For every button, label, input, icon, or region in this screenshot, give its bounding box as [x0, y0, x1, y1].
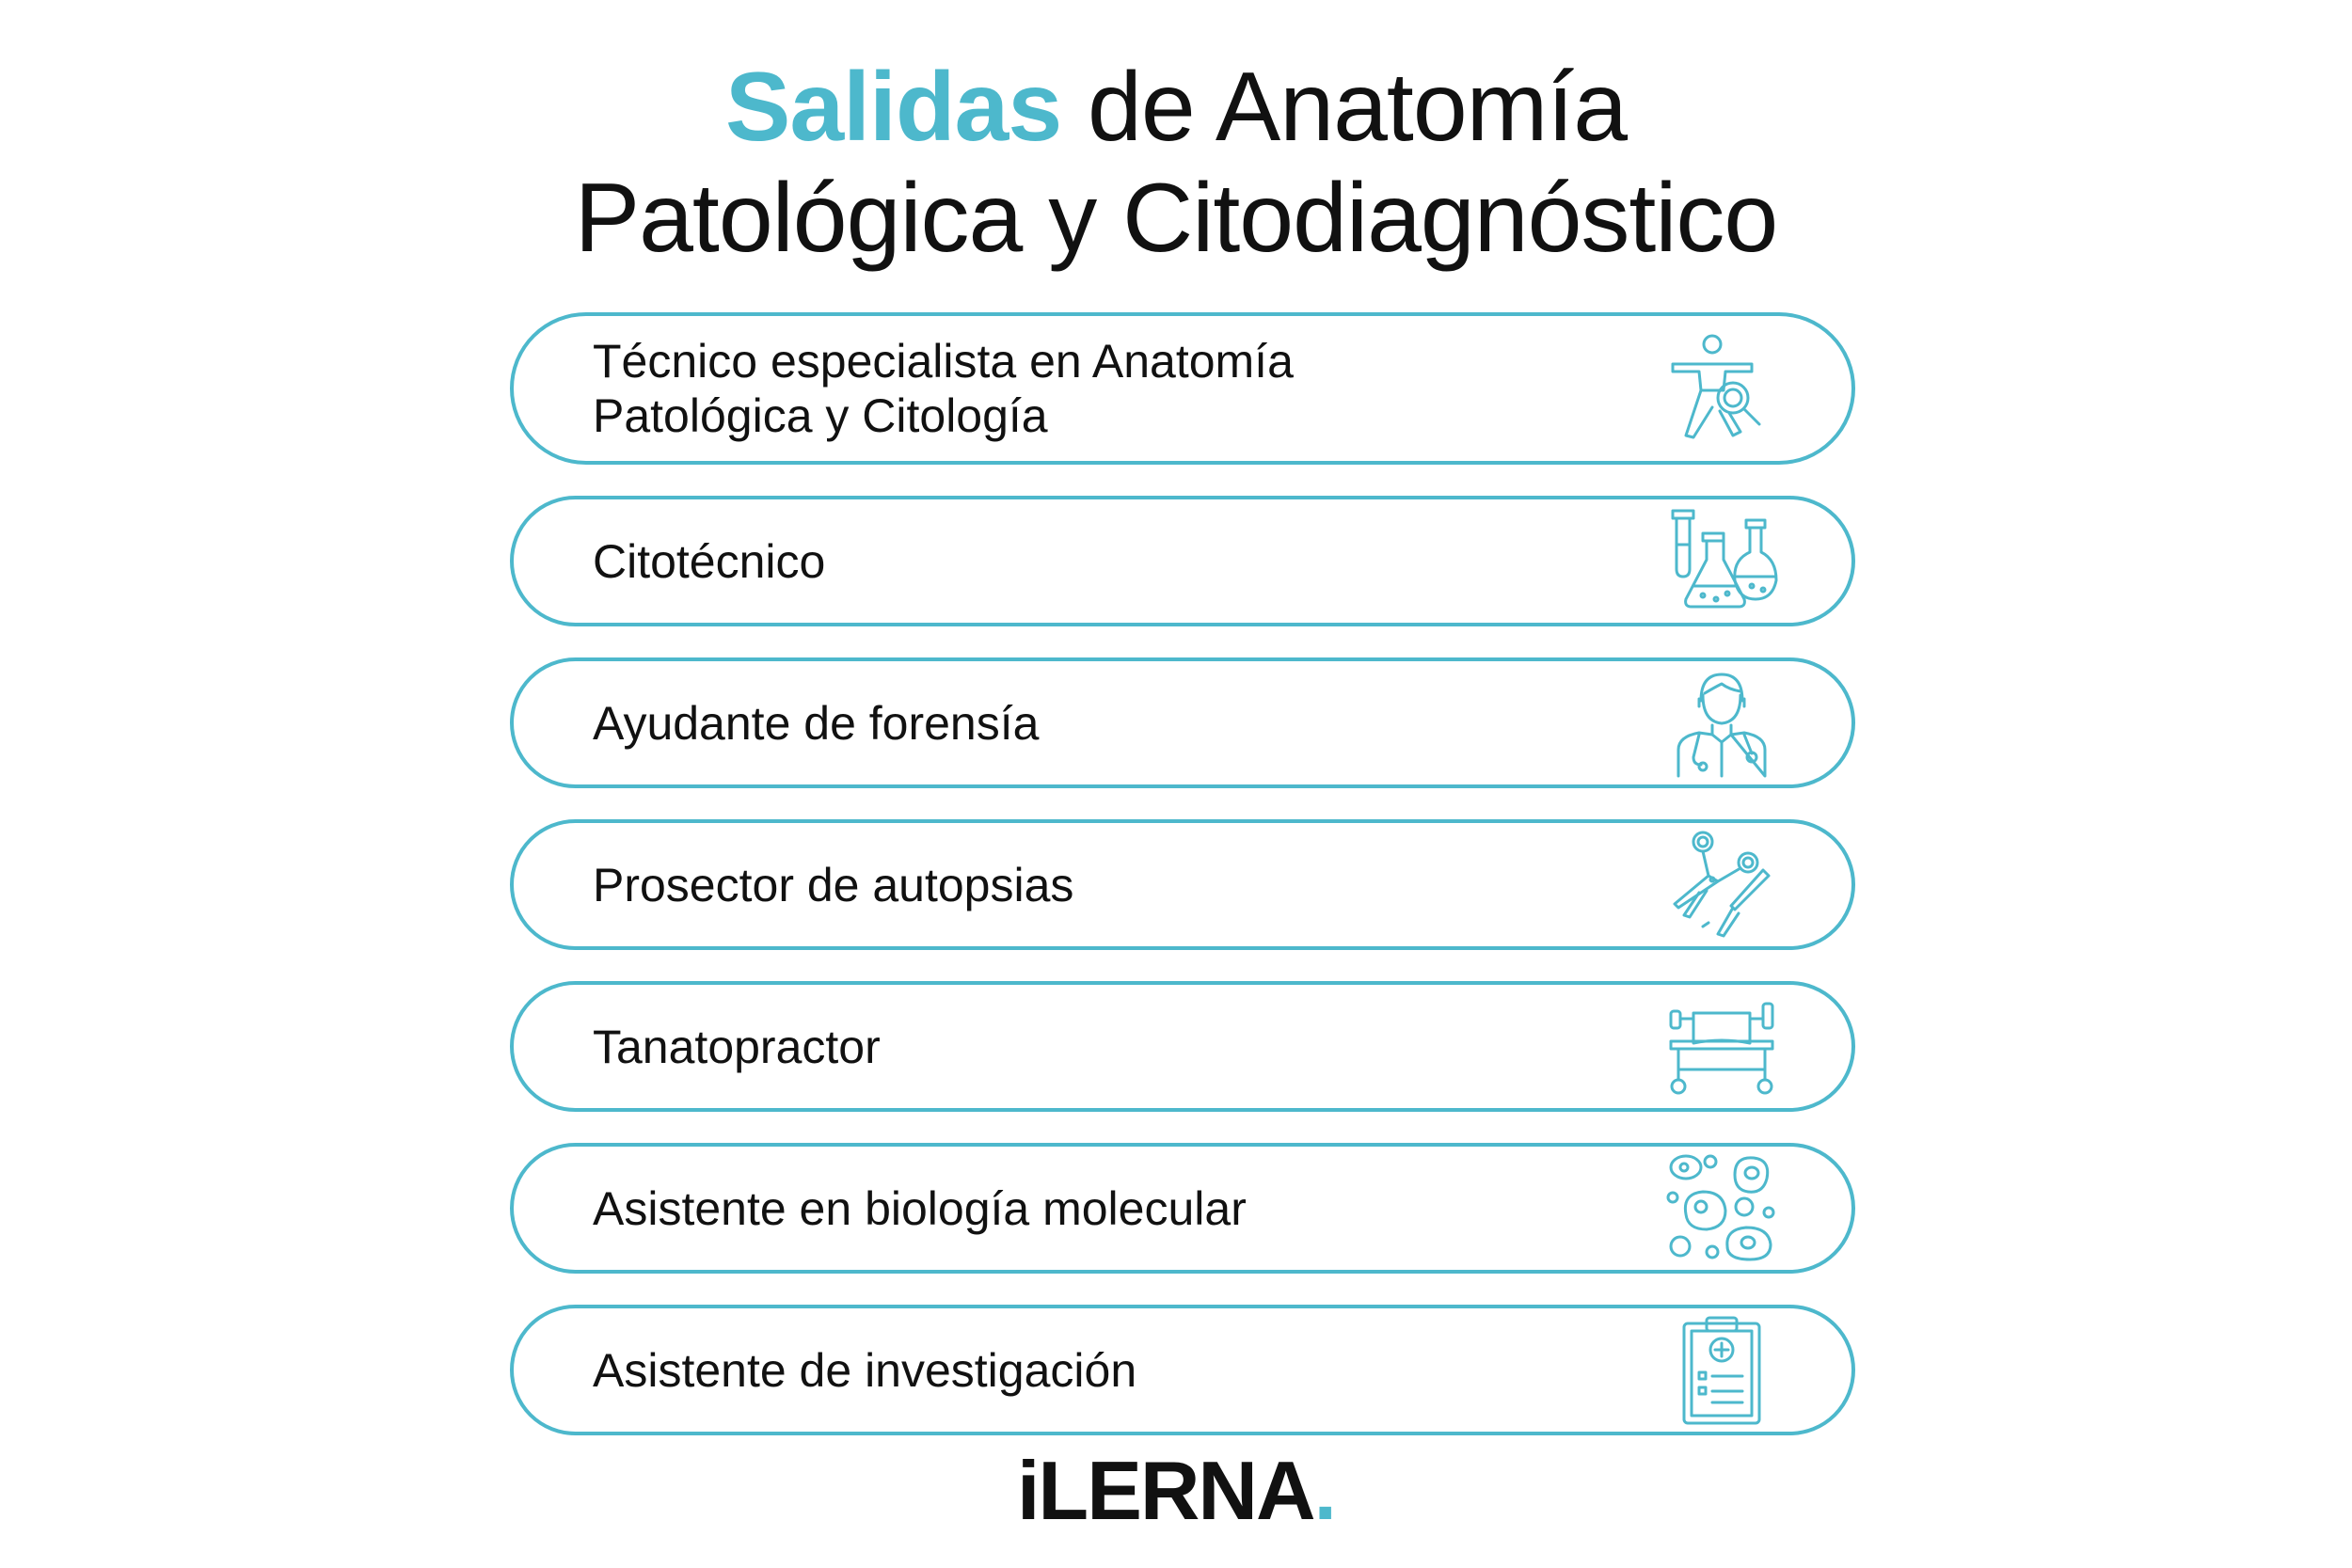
doctor-stethoscope-icon [1665, 667, 1778, 780]
medical-clipboard-icon [1665, 1314, 1778, 1427]
test-tubes-flasks-icon [1665, 505, 1778, 618]
item-label: Técnico especialista en Anatomía Patológica y Citología [593, 335, 1294, 442]
list-item [510, 819, 1855, 950]
logo-text: iLERNA [1016, 1444, 1314, 1537]
item-label: Asistente en biología molecular [593, 1181, 1247, 1235]
item-label: Tanatopractor [593, 1020, 881, 1073]
item-label: Ayudante de forensía [593, 696, 1040, 750]
item-label: Citotécnico [593, 534, 826, 588]
list-item [510, 1305, 1855, 1435]
page-title [0, 52, 2352, 274]
list-item [510, 657, 1855, 788]
brand-logo [0, 1444, 2352, 1538]
title-accent: Salidas [724, 53, 1062, 162]
scissors-scalpel-icon [1665, 829, 1778, 942]
logo-dot: . [1313, 1444, 1335, 1537]
title-line-2: Patológica y Citodiagnóstico [574, 164, 1778, 273]
list-item [510, 981, 1855, 1112]
item-label: Prosector de autopsias [593, 858, 1074, 911]
title-rest: de Anatomía [1061, 53, 1628, 162]
body-magnifier-icon [1665, 332, 1778, 445]
cells-icon [1665, 1152, 1778, 1265]
outputs-list [510, 312, 1855, 1466]
list-item [510, 1143, 1855, 1274]
list-item [510, 312, 1855, 465]
list-item [510, 496, 1855, 626]
title-line-1 [0, 52, 2352, 163]
item-label: Asistente de investigación [593, 1343, 1137, 1397]
stretcher-icon [1665, 990, 1778, 1103]
